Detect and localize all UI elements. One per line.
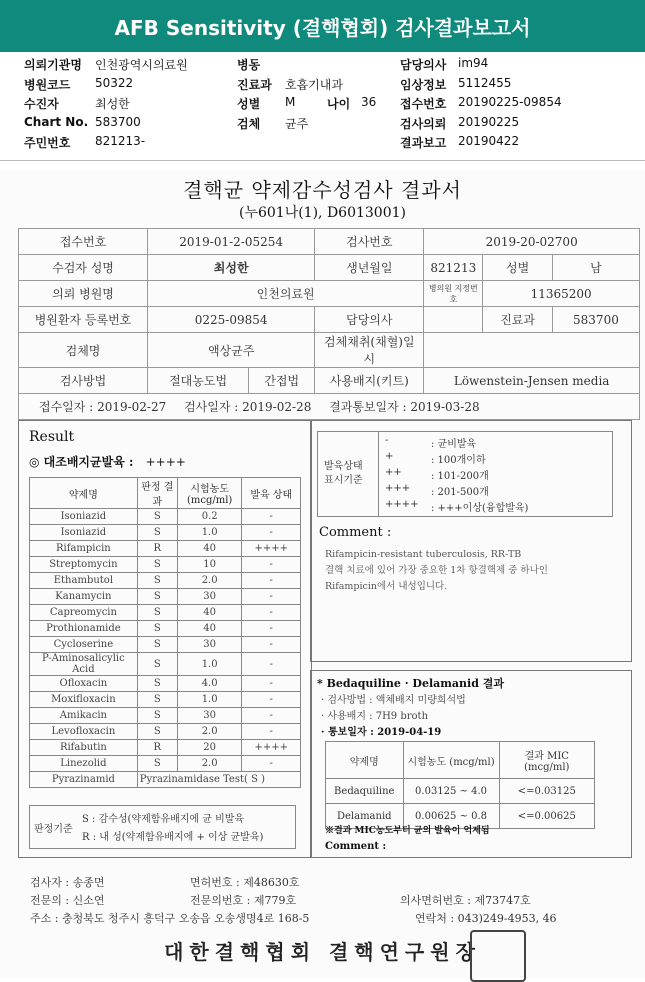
drug-row (30, 724, 301, 740)
drug-cell: 40 (177, 541, 242, 557)
contact: 연락처 : 043)249-4953, 46 (415, 912, 557, 925)
bdq-row (326, 779, 595, 804)
growth-section (310, 420, 632, 662)
criteria-r: R : 내 성(약제함유배지에 + 이상 균발육) (82, 832, 264, 843)
drug-cell: Prothionamide (30, 621, 138, 637)
comment-label: Comment : (319, 525, 392, 540)
g-birth: 821213 (424, 255, 483, 281)
growth-symbol: - (385, 435, 389, 446)
banner-title: AFB Sensitivity (결핵협회) 검사결과보고서 (114, 15, 531, 40)
drug-cell: 2.0 (177, 724, 242, 740)
drug-cell: 1.0 (177, 692, 242, 708)
drug-cell: S (137, 692, 177, 708)
drug-cell: - (242, 676, 301, 692)
g-test-no-label: 검사번호 (315, 229, 424, 255)
ward-label: 병동 (237, 58, 261, 72)
bdq-section (310, 670, 632, 858)
g-test-no: 2019-20-02700 (424, 229, 640, 255)
g-sex: 남 (552, 255, 639, 281)
bdq-cell: 0.03125 ~ 4.0 (403, 779, 499, 804)
comment-text (325, 547, 548, 595)
drug-cell: S (137, 509, 177, 525)
doctor-label: 담당의사 (400, 58, 447, 72)
drug-col-header: 시험농도 (mcg/ml) (177, 478, 242, 509)
drug-cell: Rifabutin (30, 740, 138, 756)
growth-symbol: ++ (385, 467, 402, 478)
g-medium-label: 사용배지(키트) (315, 368, 424, 394)
drug-cell: Streptomycin (30, 557, 138, 573)
footer-line-2 (30, 892, 531, 908)
drug-cell: - (242, 573, 301, 589)
drug-col-header: 발육 상태 (242, 478, 301, 509)
address: 주소 : 충청북도 청주시 흥덕구 오송읍 오송생명4로 168-5 (30, 912, 310, 925)
patient-value: 최성한 (95, 97, 130, 111)
sex-value: M (285, 95, 296, 109)
g-method1: 절대농도법 (148, 368, 249, 394)
resident-label: 주민번호 (24, 136, 71, 150)
g-receipt-date: 2019-02-27 (97, 400, 167, 414)
g-notify-date-label: 결과통보일자 : (329, 400, 407, 414)
doctor-license-no: 의사면허번호 : 제73747호 (400, 894, 531, 907)
drug-cell: 2.0 (177, 756, 242, 772)
g-name-label: 수검자 성명 (19, 255, 148, 281)
drug-cell: Isoniazid (30, 525, 138, 541)
age-value: 36 (361, 95, 377, 109)
drug-cell: 10 (177, 557, 242, 573)
g-specimen: 액상균주 (148, 333, 315, 368)
footer-line-3 (30, 910, 557, 926)
growth-desc: : 균비발육 (431, 439, 477, 450)
patient-label: 수진자 (24, 97, 59, 111)
g-collect-label: 검체채취(채혈)일시 (315, 333, 424, 368)
g-birth-label: 생년월일 (315, 255, 424, 281)
control-label: ◎ 대조배지균발육 : (29, 455, 134, 469)
drug-cell: P-Aminosalicylic Acid (30, 653, 138, 676)
scanned-report (0, 170, 645, 978)
department-label: 진료과 (237, 78, 272, 92)
drug-cell: Ethambutol (30, 573, 138, 589)
bdq-method: · 검사방법 : 액체배지 미량희석법 (321, 695, 466, 706)
g-sex-label: 성별 (483, 255, 553, 281)
drug-row (30, 740, 301, 756)
result-section (18, 420, 312, 858)
drug-row (30, 541, 301, 557)
drug-cell: Kanamycin (30, 589, 138, 605)
official-seal-stamp (470, 930, 526, 982)
growth-label: 발육상태 표시기준 (324, 461, 363, 486)
criteria-s: S : 감수성(약제함유배지에 균 비발육 (82, 814, 245, 825)
report-value: 20190422 (458, 134, 520, 148)
result-label: Result (29, 429, 75, 445)
bdq-cell: Delamanid (326, 804, 404, 829)
receipt-label: 접수번호 (400, 97, 447, 111)
drug-cell: Levofloxacin (30, 724, 138, 740)
drug-cell: 0.2 (177, 509, 242, 525)
drug-row (30, 573, 301, 589)
growth-desc: : 201-500개 (431, 487, 489, 498)
drug-cell: S (137, 653, 177, 676)
sex-label: 성별 (237, 97, 261, 111)
drug-row (30, 509, 301, 525)
control-value: ++++ (145, 455, 186, 469)
drug-cell: 30 (177, 708, 242, 724)
drug-cell: S (137, 676, 177, 692)
g-hosp-code-label: 병의원 지정번호 (424, 281, 483, 307)
bdq-col-header: 시험농도 (mcg/ml) (403, 742, 499, 779)
report-label: 결과보고 (400, 136, 447, 150)
drug-cell: 40 (177, 605, 242, 621)
drug-cell: R (137, 740, 177, 756)
license-no: 면허번호 : 제48630호 (190, 876, 300, 889)
institution-label: 의뢰기관명 (24, 58, 82, 72)
comment-line: Rifampicin에서 내성입니다. (325, 581, 448, 592)
criteria-box (29, 805, 296, 849)
drug-cell: R (137, 541, 177, 557)
header-row-5 (0, 134, 645, 152)
g-test-date: 2019-02-28 (242, 400, 312, 414)
drug-cell: S (137, 621, 177, 637)
drug-cell: S (137, 525, 177, 541)
bdq-col-header: 결과 MIC (mcg/ml) (499, 742, 594, 779)
receipt-value: 20190225-09854 (458, 95, 562, 109)
header-row-3 (0, 95, 645, 113)
department-value: 호흡기내과 (285, 78, 343, 92)
g-method-label: 검사방법 (19, 368, 148, 394)
specialist-no: 전문의번호 : 제779호 (190, 894, 297, 907)
drug-cell: Ofloxacin (30, 676, 138, 692)
drug-cell: ++++ (242, 541, 301, 557)
g-receipt-no-label: 접수번호 (19, 229, 148, 255)
drug-cell: Rifampicin (30, 541, 138, 557)
header-divider (0, 160, 645, 161)
pza-row (30, 772, 301, 788)
growth-box (317, 431, 613, 517)
drug-cell: S (137, 573, 177, 589)
bdq-col-header: 약제명 (326, 742, 404, 779)
drug-cell: 2.0 (177, 573, 242, 589)
drug-cell: S (137, 605, 177, 621)
age-label: 나이 (327, 97, 351, 111)
institution-value: 인천광역시의료원 (95, 58, 188, 72)
drug-cell: S (137, 756, 177, 772)
drug-cell: 30 (177, 589, 242, 605)
drug-cell: S (137, 557, 177, 573)
g-test-date-label: 검사일자 : (184, 400, 239, 414)
drug-cell: - (242, 692, 301, 708)
doc-subtitle: (누601나(1), D6013001) (238, 205, 406, 221)
g-receipt-date-label: 접수일자 : (39, 400, 94, 414)
pza-name: Pyrazinamid (30, 772, 138, 788)
drug-cell: - (242, 637, 301, 653)
org-signature: 대한결핵협회 결핵연구원장 (164, 940, 481, 964)
request-label: 검사의뢰 (400, 117, 447, 131)
g-reg-label: 병원환자 등록번호 (19, 307, 148, 333)
report-banner (0, 0, 645, 52)
drug-cell: 4.0 (177, 676, 242, 692)
header-row-1 (0, 56, 645, 74)
chart-label: Chart No. (24, 115, 89, 129)
drug-cell: S (137, 637, 177, 653)
pza-test: Pyrazinamidase Test( S ) (137, 772, 300, 788)
drug-row (30, 557, 301, 573)
growth-list (378, 432, 609, 516)
drug-row (30, 637, 301, 653)
general-info-table (18, 228, 640, 420)
header-row-4 (0, 115, 645, 133)
drug-col-header: 판정 결과 (137, 478, 177, 509)
control-growth (29, 453, 186, 470)
drug-cell: - (242, 509, 301, 525)
g-dept: 583700 (552, 307, 639, 333)
growth-desc: : 100개이하 (431, 455, 486, 466)
growth-desc: : +++이상(융합발육) (431, 503, 529, 514)
drug-cell: 30 (177, 637, 242, 653)
bdq-medium: · 사용배지 : 7H9 broth (321, 711, 429, 722)
g-specimen-label: 검체명 (19, 333, 148, 368)
drug-cell: - (242, 653, 301, 676)
drug-row (30, 621, 301, 637)
growth-desc: : 101-200개 (431, 471, 489, 482)
drug-cell: Isoniazid (30, 509, 138, 525)
drug-row (30, 692, 301, 708)
growth-symbol: +++ (385, 483, 411, 494)
g-doctor-label: 담당의사 (315, 307, 424, 333)
drug-cell: - (242, 724, 301, 740)
bdq-cell: Bedaquiline (326, 779, 404, 804)
drug-cell: - (242, 708, 301, 724)
drug-row (30, 676, 301, 692)
g-dates (19, 394, 640, 420)
drug-cell: - (242, 756, 301, 772)
doctor-value: im94 (458, 56, 489, 70)
g-hospital: 인천의료원 (148, 281, 424, 307)
bdq-cell: 0.00625 ~ 0.8 (403, 804, 499, 829)
g-medium: Löwenstein-Jensen media (424, 368, 640, 394)
drug-cell: S (137, 589, 177, 605)
header-row-2 (0, 76, 645, 94)
g-method2: 간접법 (249, 368, 315, 394)
comment-line: Rifampicin-resistant tuberculosis, RR-TB (325, 549, 522, 560)
g-dept-label: 진료과 (483, 307, 553, 333)
drug-cell: S (137, 708, 177, 724)
drug-cell: - (242, 557, 301, 573)
clinical-value: 5112455 (458, 76, 512, 90)
drug-row (30, 589, 301, 605)
bdq-comment: Comment : (325, 841, 387, 852)
report-header (0, 54, 645, 154)
hospital-code-value: 50322 (95, 76, 134, 90)
chart-value: 583700 (95, 115, 141, 129)
bdq-title: * Bedaquiline · Delamanid 결과 (317, 677, 504, 690)
drug-cell: 1.0 (177, 525, 242, 541)
drug-row (30, 525, 301, 541)
drug-cell: Amikacin (30, 708, 138, 724)
bdq-cell: <=0.00625 (499, 804, 594, 829)
footer-line-1 (30, 874, 300, 890)
growth-symbol: ++++ (385, 499, 419, 510)
drug-cell: - (242, 525, 301, 541)
comment-line: 결핵 치료에 있어 가장 중요한 1차 항결핵제 중 하나인 (325, 565, 548, 576)
drug-row (30, 708, 301, 724)
g-name: 최성한 (148, 255, 315, 281)
drug-cell: 1.0 (177, 653, 242, 676)
growth-symbol: + (385, 451, 394, 462)
doc-title: 결핵균 약제감수성검사 결과서 (183, 178, 462, 202)
g-hospital-label: 의뢰 병원명 (19, 281, 148, 307)
g-hosp-code: 11365200 (483, 281, 640, 307)
examiner: 검사자 : 송종면 (30, 876, 105, 889)
bdq-note: ※결과 MIC농도부터 균의 발육이 억제됨 (325, 826, 490, 836)
g-reg: 0225-09854 (148, 307, 315, 333)
bdq-table (325, 741, 595, 829)
g-doctor (424, 307, 483, 333)
drug-cell: ++++ (242, 740, 301, 756)
g-receipt-no: 2019-01-2-05254 (148, 229, 315, 255)
drug-cell: Moxifloxacin (30, 692, 138, 708)
resident-value: 821213- (95, 134, 146, 148)
drug-row (30, 756, 301, 772)
drug-cell: Linezolid (30, 756, 138, 772)
drug-cell: - (242, 605, 301, 621)
drug-cell: - (242, 589, 301, 605)
g-collect (424, 333, 640, 368)
drug-row (30, 605, 301, 621)
drug-cell: Capreomycin (30, 605, 138, 621)
request-value: 20190225 (458, 115, 520, 129)
drug-cell: 20 (177, 740, 242, 756)
specialist: 전문의 : 신소연 (30, 894, 105, 907)
bdq-cell: <=0.03125 (499, 779, 594, 804)
drug-table (29, 477, 301, 788)
clinical-label: 임상정보 (400, 78, 447, 92)
specimen-label: 검체 (237, 117, 261, 131)
specimen-value: 균주 (285, 117, 309, 131)
drug-cell: S (137, 724, 177, 740)
criteria-label: 판정기준 (34, 824, 73, 835)
drug-row (30, 653, 301, 676)
drug-cell: 40 (177, 621, 242, 637)
drug-col-header: 약제명 (30, 478, 138, 509)
bdq-date: · 통보일자 : 2019-04-19 (321, 727, 442, 738)
drug-cell: Cycloserine (30, 637, 138, 653)
g-notify-date: 2019-03-28 (410, 400, 480, 414)
drug-cell: - (242, 621, 301, 637)
hospital-code-label: 병원코드 (24, 78, 71, 92)
